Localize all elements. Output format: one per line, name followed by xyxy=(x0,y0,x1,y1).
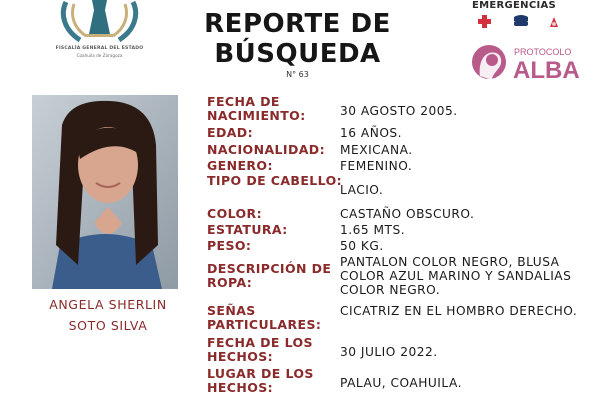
field-label-birth-date: FECHA DE NACIMIENTO: xyxy=(207,94,306,123)
seal-agency-name: FISCALÍA GENERAL DEL ESTADO xyxy=(55,46,144,51)
field-value-incident-date: 30 JULIO 2022. xyxy=(340,345,438,359)
field-value-birth-date: 30 AGOSTO 2005. xyxy=(340,104,458,118)
medical-cross-icon xyxy=(478,15,491,28)
emergency-icons xyxy=(474,13,569,29)
field-value-gender: FEMENINO. xyxy=(340,159,413,173)
field-label-color: COLOR: xyxy=(207,206,262,221)
field-label-height: ESTATURA: xyxy=(207,222,288,237)
report-number: N° 63 xyxy=(286,70,309,79)
field-label-weight: PESO: xyxy=(207,238,252,253)
person-name-line1: ANGELA SHERLIN xyxy=(49,297,167,312)
seal-agency-subtitle: Coahuila de Zaragoza xyxy=(76,53,123,58)
missing-person-photo xyxy=(32,95,178,289)
field-value-height: 1.65 MTS. xyxy=(340,223,406,237)
field-label-distinguishing-marks: SEÑAS PARTICULARES: xyxy=(207,303,322,332)
field-value-age: 16 AÑOS. xyxy=(340,126,403,140)
field-value-incident-place: PALAU, COAHUILA. xyxy=(340,376,462,390)
field-value-clothing: PANTALON COLOR NEGRO, BLUSA COLOR AZUL MARINO Y SANDALIAS COLOR NEGRO. xyxy=(340,255,572,297)
svg-text:PROTOCOLO: PROTOCOLO xyxy=(514,47,572,57)
person-name-line2: SOTO SILVA xyxy=(68,318,148,333)
field-label-age: EDAD: xyxy=(207,125,253,140)
firefighter-icon xyxy=(550,17,558,27)
field-label-incident-date: FECHA DE LOS HECHOS: xyxy=(207,335,313,364)
page-title-line2: BÚSQUEDA xyxy=(214,39,381,69)
emergency-label: EMERGENCIAS xyxy=(472,0,557,11)
alba-girl-icon xyxy=(472,45,506,80)
field-label-gender: GENERO: xyxy=(207,158,273,173)
field-value-nationality: MEXICANA. xyxy=(340,143,413,157)
field-label-incident-place: LUGAR DE LOS HECHOS: xyxy=(207,366,314,395)
field-label-hair-type: TIPO DE CABELLO: xyxy=(207,173,343,188)
field-value-weight: 50 KG. xyxy=(340,239,384,253)
svg-text:ALBA: ALBA xyxy=(513,57,580,84)
field-value-color: CASTAÑO OBSCURO. xyxy=(340,207,475,221)
field-value-hair-type: LACIO. xyxy=(340,183,384,197)
field-label-clothing: DESCRIPCIÓN DE ROPA: xyxy=(207,261,332,290)
police-icon xyxy=(514,15,528,26)
protocolo-alba-logo xyxy=(470,42,595,84)
field-value-distinguishing-marks: CICATRIZ EN EL HOMBRO DERECHO. xyxy=(340,304,578,318)
page-title-line1: REPORTE DE xyxy=(204,9,391,39)
field-label-nationality: NACIONALIDAD: xyxy=(207,142,325,157)
